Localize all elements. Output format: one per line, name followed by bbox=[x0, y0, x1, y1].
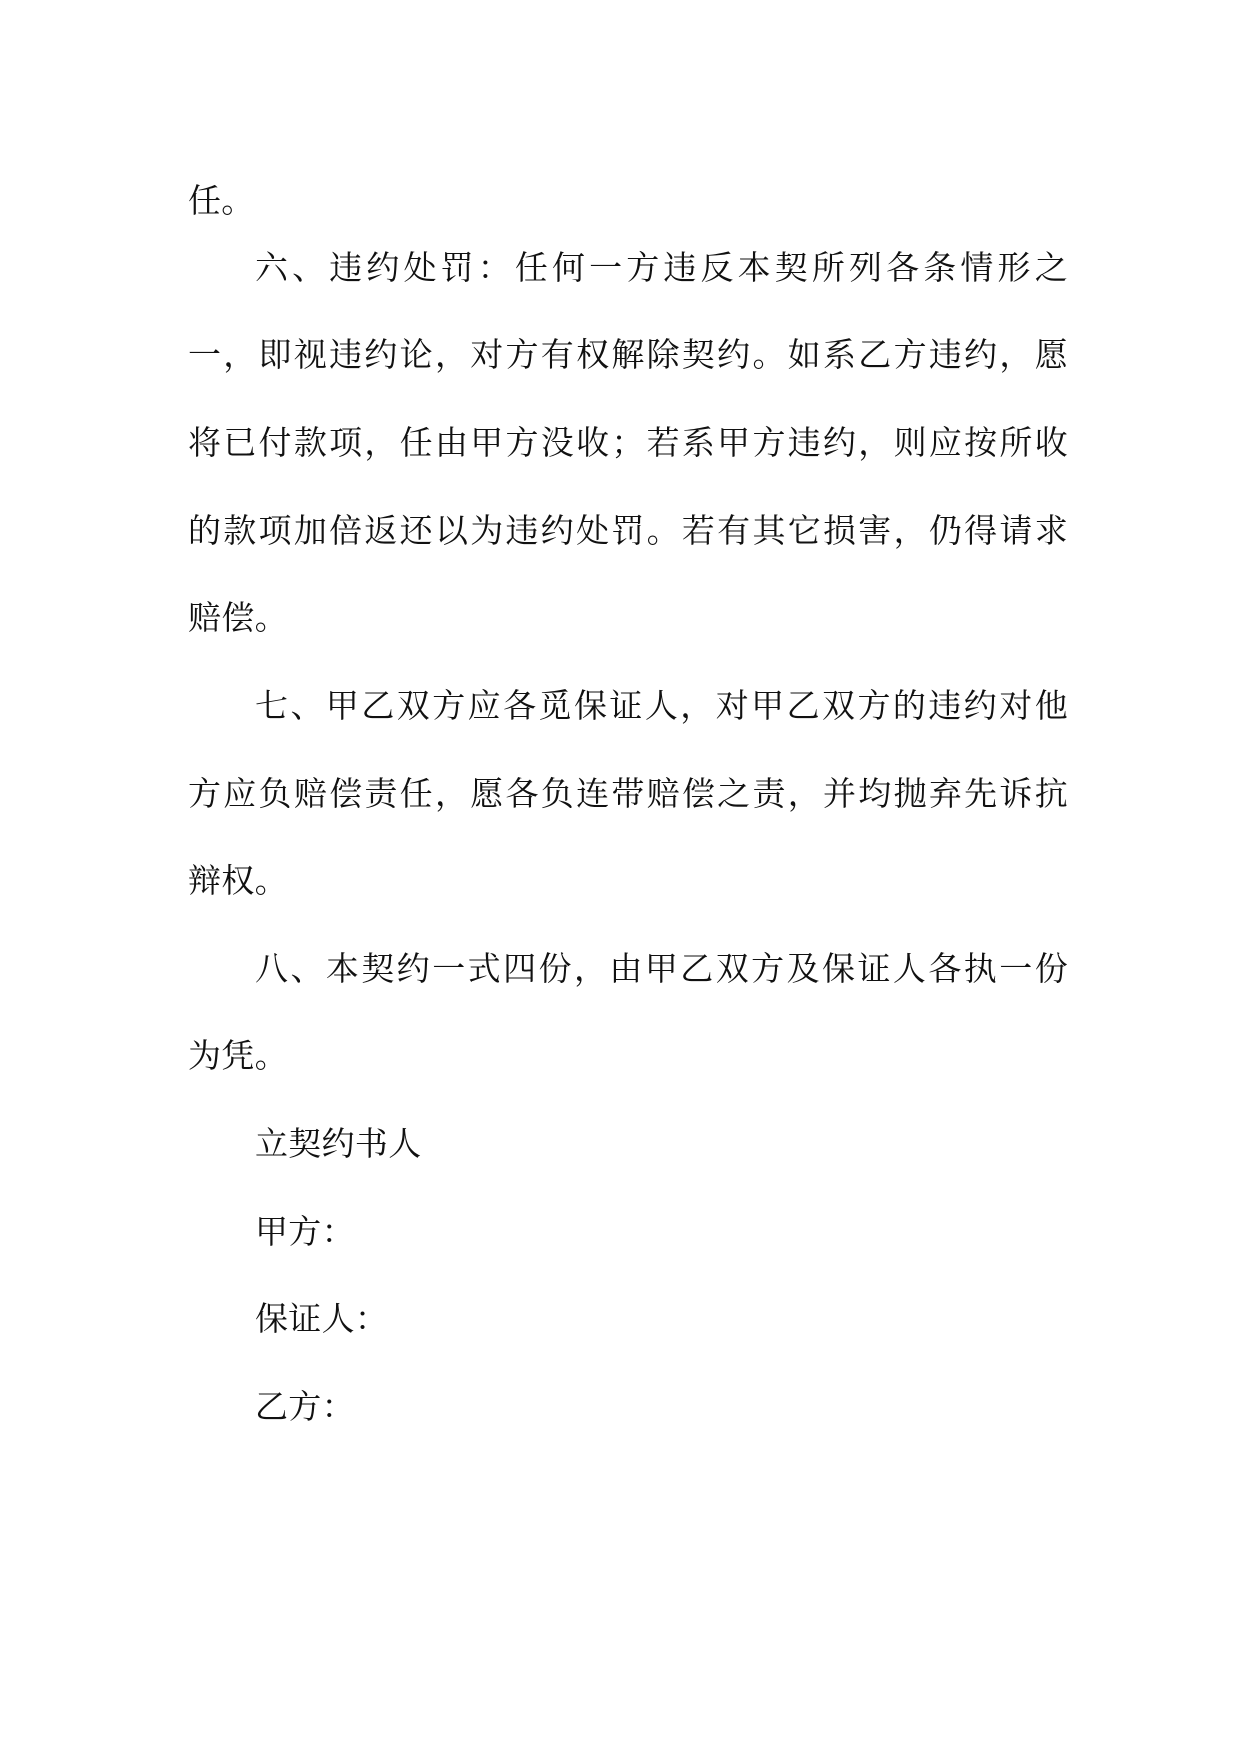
clause-6-line-4: 的款项加倍返还以为违约处罚。若有其它损害，仍得请求 bbox=[188, 511, 1068, 550]
guarantor-label: 保证人： bbox=[255, 1299, 389, 1338]
clause-6-line-5: 赔偿。 bbox=[188, 598, 288, 637]
party-a-label: 甲方： bbox=[255, 1212, 355, 1251]
clause-7-line-1: 七、甲乙双方应各觅保证人，对甲乙双方的违约对他 bbox=[255, 686, 1068, 725]
signatories-heading: 立契约书人 bbox=[255, 1124, 422, 1163]
clause-7-line-2: 方应负赔偿责任，愿各负连带赔偿之责，并均抛弃先诉抗 bbox=[188, 774, 1068, 813]
party-b-label: 乙方： bbox=[255, 1387, 355, 1426]
clause-8-line-1: 八、本契约一式四份，由甲乙双方及保证人各执一份 bbox=[255, 949, 1068, 988]
paragraph-5-end: 任。 bbox=[188, 181, 255, 220]
clause-7-line-3: 辩权。 bbox=[188, 861, 288, 900]
clause-6-line-1: 六、违约处罚：任何一方违反本契所列各条情形之 bbox=[255, 248, 1068, 287]
clause-8-line-2: 为凭。 bbox=[188, 1036, 288, 1075]
clause-6-line-2: 一，即视违约论，对方有权解除契约。如系乙方违约，愿 bbox=[188, 335, 1068, 374]
clause-6-line-3: 将已付款项，任由甲方没收；若系甲方违约，则应按所收 bbox=[188, 423, 1068, 462]
